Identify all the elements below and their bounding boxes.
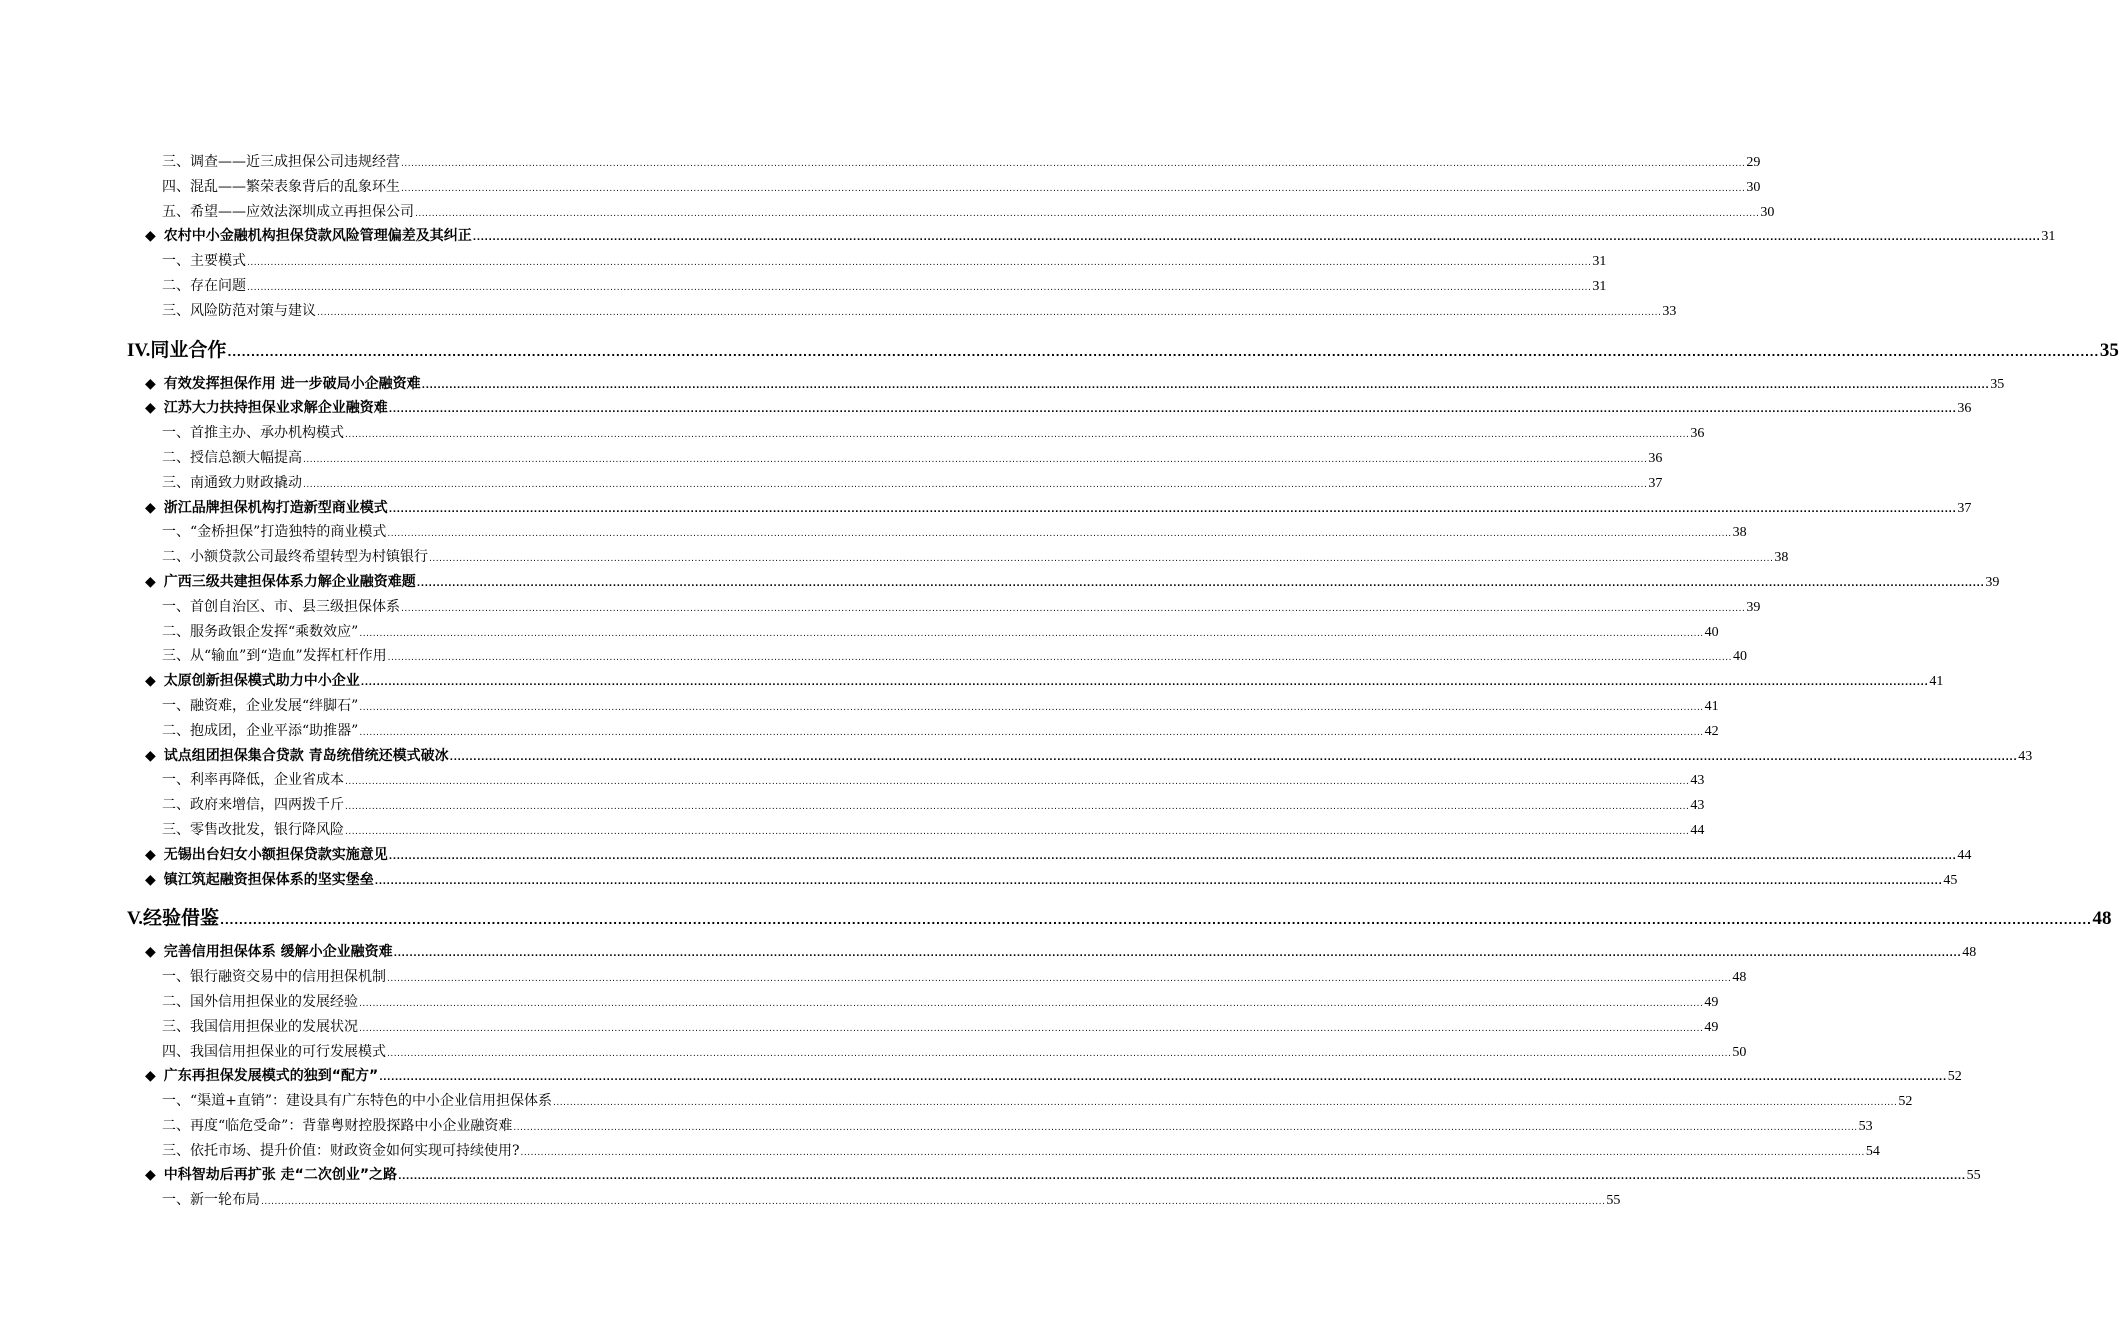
toc-entry-title: 三、从“输血”到“造血”发挥杠杆作用 [162,648,387,665]
dot-leader: ................................................................................................................................................................................................................................................................................................................................................................................................................ [398,1172,1966,1183]
toc-entry-title: 二、国外信用担保业的发展经验 [162,993,358,1010]
toc-page-number: 44 [1690,822,1705,838]
toc-page-number: 49 [1704,1019,1719,1035]
toc-page-number: 55 [1966,1168,1981,1184]
dot-leader: ................................................................................................................................................................................................................................................................................................................................................................................................................ [401,603,1746,614]
toc-page-number: 49 [1704,994,1719,1010]
toc-page-number: 44 [1957,847,1972,863]
toc-subsection-entry[interactable] [0,966,1747,991]
toc-subsection-entry[interactable] [0,991,1719,1016]
toc-page-number: 48 [1962,945,1977,961]
toc-subsection-entry[interactable] [0,1090,1913,1115]
toc-subsection-entry[interactable] [0,275,1607,300]
toc-entry-title: 四、混乱——繁荣表象背后的乱象环生 [162,178,400,195]
toc-section-entry[interactable] [0,1065,1962,1090]
dot-leader: ................................................................................................................................................................................................................................................................................................................................................................................................................ [387,974,1732,985]
dot-leader: ................................................................................................................................................................................................................................................................................................................................................................................................................ [227,345,2099,359]
toc-entry-title: 三、我国信用担保业的发展状况 [162,1018,358,1035]
toc-subsection-entry[interactable] [0,472,1663,497]
toc-entry-title: 一、融资难，企业发展“绊脚石” [162,697,359,714]
dot-leader: ................................................................................................................................................................................................................................................................................................................................................................................................................ [359,998,1704,1009]
toc-entry-title: 三、南通致力财政撬动 [162,474,302,491]
diamond-bullet-icon: ◆ [145,573,156,590]
diamond-bullet-icon: ◆ [145,846,156,863]
toc-page-number: 40 [1732,649,1747,665]
toc-page-number: 29 [1746,155,1761,170]
toc-page-number: 48 [1732,970,1747,986]
toc-subsection-entry[interactable] [0,621,1719,646]
dot-leader: ................................................................................................................................................................................................................................................................................................................................................................................................................ [421,380,1990,391]
toc-subsection-entry[interactable] [0,447,1663,472]
dot-leader: ................................................................................................................................................................................................................................................................................................................................................................................................................ [553,1098,1898,1109]
toc-entry-title: 一、“金桥担保”打造独特的商业模式 [162,524,387,541]
toc-entry-title: IV.同业合作 [127,339,227,361]
diamond-bullet-icon: ◆ [145,944,156,961]
toc-subsection-entry[interactable] [0,201,1775,226]
toc-page-number: 31 [1592,278,1607,294]
dot-leader: ................................................................................................................................................................................................................................................................................................................................................................................................................ [388,405,1957,416]
toc-page-number: 31 [2041,229,2056,245]
dot-leader: ................................................................................................................................................................................................................................................................................................................................................................................................................ [359,727,1704,738]
toc-entry-title: 一、银行融资交易中的信用担保机制 [162,969,386,986]
toc-section-entry[interactable] [0,497,1972,522]
toc-entry-title: 江苏大力扶持担保业求解企业融资难 [163,400,388,417]
dot-leader: ................................................................................................................................................................................................................................................................................................................................................................................................................ [388,504,1957,515]
toc-entry-title: V.经验借鉴 [127,908,220,930]
toc-entry-title: 一、首创自治区、市、县三级担保体系 [162,598,400,615]
diamond-bullet-icon: ◆ [145,747,156,764]
table-of-contents [0,151,2119,1214]
dot-leader: ................................................................................................................................................................................................................................................................................................................................................................................................................ [401,183,1746,194]
toc-entry-title: 浙江品牌担保机构打造新型商业模式 [163,499,388,516]
dot-leader: ................................................................................................................................................................................................................................................................................................................................................................................................................ [415,208,1760,219]
toc-page-number: 36 [1648,450,1663,466]
dot-leader: ................................................................................................................................................................................................................................................................................................................................................................................................................ [388,851,1957,862]
toc-entry-title: 三、调查——近三成担保公司违规经营 [162,154,400,170]
dot-leader: ................................................................................................................................................................................................................................................................................................................................................................................................................ [359,628,1704,639]
dot-leader: ................................................................................................................................................................................................................................................................................................................................................................................................................ [359,702,1704,713]
toc-subsection-entry[interactable] [0,521,1747,546]
toc-page-number: 52 [1947,1069,1962,1085]
toc-subsection-entry[interactable] [0,176,1761,201]
dot-leader: ................................................................................................................................................................................................................................................................................................................................................................................................................ [359,1023,1704,1034]
dot-leader: ................................................................................................................................................................................................................................................................................................................................................................................................................ [345,826,1690,837]
dot-leader: ................................................................................................................................................................................................................................................................................................................................................................................................................ [345,802,1690,813]
dot-leader: ................................................................................................................................................................................................................................................................................................................................................................................................................ [374,876,1943,887]
toc-entry-title: 广西三级共建担保体系力解企业融资难题 [163,573,416,590]
toc-page-number: 41 [1929,674,1944,690]
dot-leader: ................................................................................................................................................................................................................................................................................................................................................................................................................ [247,258,1592,269]
toc-entry-title: 镇江筑起融资担保体系的坚实堡垒 [163,871,374,888]
toc-entry-title: 一、利率再降低，企业省成本 [162,772,344,789]
toc-entry-title: 一、首推主办、承办机构模式 [162,425,344,442]
dot-leader: ................................................................................................................................................................................................................................................................................................................................................................................................................ [303,454,1648,465]
toc-page-number: 38 [1774,550,1789,566]
toc-entry-title: 一、主要模式 [162,253,246,270]
toc-entry-title: 无锡出台妇女小额担保贷款实施意见 [163,846,388,863]
toc-page-number: 48 [2092,908,2112,930]
toc-page-number: 54 [1865,1143,1880,1159]
toc-subsection-entry[interactable] [0,1115,1873,1140]
dot-leader: ................................................................................................................................................................................................................................................................................................................................................................................................................ [360,678,1929,689]
toc-section-entry[interactable] [0,373,2005,398]
diamond-bullet-icon: ◆ [145,1068,156,1085]
toc-entry-title: 有效发挥担保作用 进一步破局小企融资难 [163,375,421,392]
dot-leader: ................................................................................................................................................................................................................................................................................................................................................................................................................ [345,777,1690,788]
diamond-bullet-icon: ◆ [145,871,156,888]
toc-section-entry[interactable] [0,571,2000,596]
toc-page-number: 35 [2099,339,2119,361]
toc-entry-title: 三、依托市场、提升价值：财政资金如何实现可持续使用? [162,1142,520,1159]
diamond-bullet-icon: ◆ [145,499,156,516]
toc-page-number: 42 [1704,723,1719,739]
toc-entry-title: 二、服务政银企发挥“乘数效应” [162,623,359,640]
dot-leader: ................................................................................................................................................................................................................................................................................................................................................................................................................ [387,1048,1732,1059]
dot-leader: ................................................................................................................................................................................................................................................................................................................................................................................................................ [387,653,1732,664]
toc-page-number: 53 [1858,1118,1873,1134]
toc-page-number: 39 [1746,599,1761,615]
dot-leader: ................................................................................................................................................................................................................................................................................................................................................................................................................ [416,578,1985,589]
toc-subsection-entry[interactable] [0,1140,1880,1165]
toc-page-number: 39 [1985,574,2000,590]
toc-subsection-entry[interactable] [0,720,1719,745]
dot-leader: ................................................................................................................................................................................................................................................................................................................................................................................................................ [449,752,2018,763]
dot-leader: ................................................................................................................................................................................................................................................................................................................................................................................................................ [520,1147,1865,1158]
toc-page-number: 37 [1648,475,1663,491]
toc-page-number: 37 [1957,500,1972,516]
diamond-bullet-icon: ◆ [145,375,156,392]
toc-section-entry[interactable] [0,869,1958,894]
toc-entry-title: 广东再担保发展模式的独到“配方” [163,1068,379,1085]
toc-page-number: 43 [1690,773,1705,789]
dot-leader: ................................................................................................................................................................................................................................................................................................................................................................................................................ [472,233,2041,244]
toc-page-number: 43 [2018,748,2033,764]
dot-leader: ................................................................................................................................................................................................................................................................................................................................................................................................................ [401,159,1746,169]
toc-page-number: 52 [1898,1094,1913,1110]
toc-entry-title: 农村中小金融机构担保贷款风险管理偏差及其纠正 [163,228,472,245]
toc-entry-title: 二、小额贷款公司最终希望转型为村镇银行 [162,549,428,566]
toc-entry-title: 五、希望——应效法深圳成立再担保公司 [162,203,414,220]
toc-section-entry[interactable] [0,1164,1981,1189]
toc-page-number: 36 [1957,401,1972,417]
dot-leader: ................................................................................................................................................................................................................................................................................................................................................................................................................ [387,529,1732,540]
toc-entry-title: 试点组团担保集合贷款 青岛统借统还模式破冰 [163,747,449,764]
diamond-bullet-icon: ◆ [145,400,156,417]
toc-entry-title: 二、授信总额大幅提高 [162,449,302,466]
toc-page-number: 35 [1990,376,2005,392]
toc-entry-title: 三、风险防范对策与建议 [162,302,316,319]
toc-page-number: 36 [1690,426,1705,442]
toc-chapter-entry[interactable] [0,903,2112,939]
toc-entry-title: 中科智劫后再扩张 走“二次创业”之路 [163,1167,398,1184]
toc-entry-title: 四、我国信用担保业的可行发展模式 [162,1043,386,1060]
toc-page-number: 40 [1704,624,1719,640]
toc-entry-title: 二、存在问题 [162,277,246,294]
toc-page-number: 55 [1606,1193,1621,1209]
toc-subsection-entry[interactable] [0,794,1705,819]
dot-leader: ................................................................................................................................................................................................................................................................................................................................................................................................................ [317,307,1662,318]
dot-leader: ................................................................................................................................................................................................................................................................................................................................................................................................................ [220,914,2092,928]
toc-subsection-entry[interactable] [0,250,1607,275]
toc-section-entry[interactable] [0,225,2056,250]
toc-entry-title: 一、“渠道+直销”：建设具有广东特色的中小企业信用担保体系 [162,1093,553,1110]
toc-page-number: 50 [1732,1044,1747,1060]
dot-leader: ................................................................................................................................................................................................................................................................................................................................................................................................................ [261,1197,1606,1208]
dot-leader: ................................................................................................................................................................................................................................................................................................................................................................................................................ [345,430,1690,441]
toc-entry-title: 三、零售改批发，银行降风险 [162,821,344,838]
dot-leader: ................................................................................................................................................................................................................................................................................................................................................................................................................ [513,1122,1858,1133]
toc-subsection-entry[interactable] [0,151,1761,176]
toc-page-number: 41 [1704,698,1719,714]
toc-chapter-entry[interactable] [0,335,2119,371]
toc-subsection-entry[interactable] [0,819,1705,844]
dot-leader: ................................................................................................................................................................................................................................................................................................................................................................................................................ [393,949,1962,960]
toc-section-entry[interactable] [0,844,1972,869]
toc-entry-title: 一、新一轮布局 [162,1192,260,1209]
toc-subsection-entry[interactable] [0,695,1719,720]
toc-page-number: 31 [1592,254,1607,270]
toc-subsection-entry[interactable] [0,645,1747,670]
dot-leader: ................................................................................................................................................................................................................................................................................................................................................................................................................ [429,554,1774,565]
dot-leader: ................................................................................................................................................................................................................................................................................................................................................................................................................ [379,1073,1947,1084]
toc-subsection-entry[interactable] [0,546,1789,571]
toc-subsection-entry[interactable] [0,1041,1747,1066]
toc-page-number: 43 [1690,798,1705,814]
toc-entry-title: 二、政府来增信，四两拨千斤 [162,797,344,814]
toc-page-number: 45 [1943,872,1958,888]
toc-entry-title: 二、抱成团，企业平添“助推器” [162,722,359,739]
diamond-bullet-icon: ◆ [145,673,156,690]
toc-section-entry[interactable] [0,670,1944,695]
toc-subsection-entry[interactable] [0,596,1761,621]
toc-page-number: 33 [1662,303,1677,319]
toc-entry-title: 完善信用担保体系 缓解小企业融资难 [163,944,393,961]
toc-entry-title: 太原创新担保模式助力中小企业 [163,673,360,690]
toc-subsection-entry[interactable] [0,1189,1621,1214]
toc-page-number: 30 [1760,204,1775,220]
toc-entry-title: 二、再度“临危受命”：背靠粤财控股探路中小企业融资难 [162,1117,513,1134]
toc-section-entry[interactable] [0,397,1972,422]
toc-page-number: 38 [1732,525,1747,541]
toc-section-entry[interactable] [0,941,1977,966]
toc-page-number: 30 [1746,179,1761,195]
toc-subsection-entry[interactable] [0,769,1705,794]
toc-subsection-entry[interactable] [0,300,1677,325]
dot-leader: ................................................................................................................................................................................................................................................................................................................................................................................................................ [247,282,1592,293]
diamond-bullet-icon: ◆ [145,1167,156,1184]
toc-section-entry[interactable] [0,745,2033,770]
toc-subsection-entry[interactable] [0,1016,1719,1041]
diamond-bullet-icon: ◆ [145,228,156,245]
toc-subsection-entry[interactable] [0,422,1705,447]
dot-leader: ................................................................................................................................................................................................................................................................................................................................................................................................................ [303,479,1648,490]
